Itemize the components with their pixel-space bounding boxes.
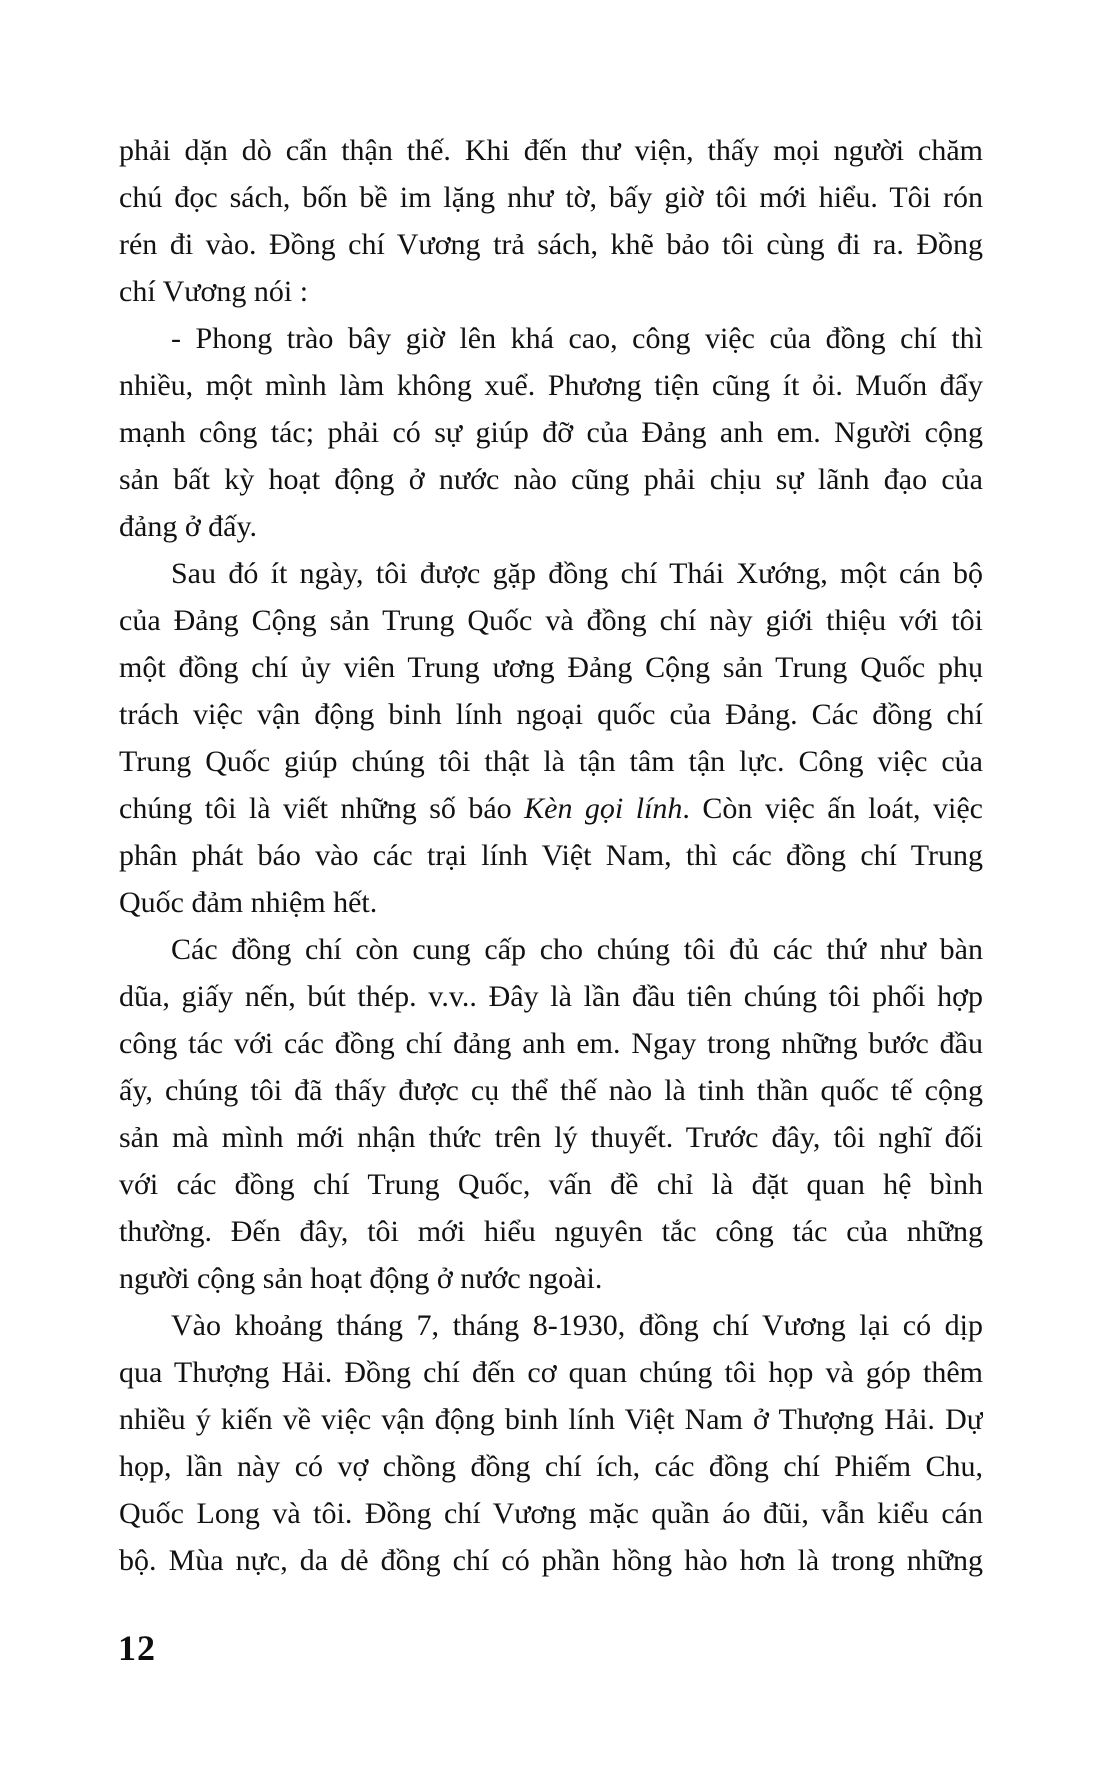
- text-line: [119, 879, 983, 926]
- text-segment: Quốc Long và tôi. Đồng chí Vương mặc quần áo đũi, vẫn kiểu cán: [119, 1497, 983, 1530]
- text-line: [119, 550, 983, 597]
- text-segment: ấy, chúng tôi đã thấy được cụ thể thế nào là tinh thần quốc tế cộng: [119, 1074, 983, 1107]
- text-segment: sản mà mình mới nhận thức trên lý thuyết. Trước đây, tôi nghĩ đối: [119, 1121, 983, 1154]
- text-line: [119, 503, 983, 550]
- text-line: [119, 1208, 983, 1255]
- text-segment: phải dặn dò cẩn thận thế. Khi đến thư viện, thấy mọi người chăm: [119, 134, 983, 167]
- text-segment: qua Thượng Hải. Đồng chí đến cơ quan chúng tôi họp và góp thêm: [119, 1356, 983, 1389]
- page-number: 12: [118, 1628, 156, 1668]
- text-segment: bộ. Mùa nực, da dẻ đồng chí có phần hồng hào hơn là trong những: [119, 1544, 983, 1577]
- text-segment: Sau đó ít ngày, tôi được gặp đồng chí Thái Xướng, một cán bộ: [171, 557, 983, 590]
- paragraph: [119, 550, 983, 926]
- text-segment: Vào khoảng tháng 7, tháng 8-1930, đồng chí Vương lại có dịp: [171, 1309, 983, 1342]
- text-segment: công tác với các đồng chí đảng anh em. Ngay trong những bước đầu: [119, 1027, 983, 1060]
- text-line: [119, 1020, 983, 1067]
- text-segment: nhiều ý kiến về việc vận động binh lính Việt Nam ở Thượng Hải. Dự: [119, 1403, 983, 1436]
- text-line: [119, 644, 983, 691]
- page-text: [119, 127, 983, 1584]
- text-segment: mạnh công tác; phải có sự giúp đỡ của Đảng anh em. Người cộng: [119, 416, 983, 449]
- text-segment: của Đảng Cộng sản Trung Quốc và đồng chí này giới thiệu với tôi: [119, 604, 983, 637]
- text-line: [119, 1114, 983, 1161]
- text-line: [119, 785, 983, 832]
- text-segment: đảng ở đấy.: [119, 510, 258, 543]
- text-line: [119, 1161, 983, 1208]
- text-segment: . Còn việc ấn loát, việc: [682, 792, 983, 825]
- text-segment: trách việc vận động binh lính ngoại quốc của Đảng. Các đồng chí: [119, 698, 983, 731]
- text-line: [119, 315, 983, 362]
- text-line: [119, 1067, 983, 1114]
- paragraph: [119, 926, 983, 1302]
- text-segment: - Phong trào bây giờ lên khá cao, công việc của đồng chí thì: [171, 322, 983, 355]
- text-line: [119, 268, 983, 315]
- text-segment: sản bất kỳ hoạt động ở nước nào cũng phải chịu sự lãnh đạo của: [119, 463, 983, 496]
- text-line: [119, 1302, 983, 1349]
- text-segment: với các đồng chí Trung Quốc, vấn đề chỉ là đặt quan hệ bình: [119, 1168, 983, 1201]
- text-line: [119, 1490, 983, 1537]
- text-line: [119, 738, 983, 785]
- paragraph: [119, 1302, 983, 1584]
- text-line: [119, 409, 983, 456]
- text-line: [119, 127, 983, 174]
- text-segment: chú đọc sách, bốn bề im lặng như tờ, bấy giờ tôi mới hiểu. Tôi rón: [119, 181, 983, 214]
- text-segment: một đồng chí ủy viên Trung ương Đảng Cộng sản Trung Quốc phụ: [119, 651, 983, 684]
- text-line: [119, 1349, 983, 1396]
- text-segment: chí Vương nói :: [119, 275, 309, 308]
- text-segment: chúng tôi là viết những số báo: [119, 792, 525, 825]
- text-segment: Các đồng chí còn cung cấp cho chúng tôi đủ các thứ như bàn: [171, 933, 983, 966]
- text-line: [119, 362, 983, 409]
- text-line: [119, 1537, 983, 1584]
- text-line: [119, 832, 983, 879]
- paragraph: [119, 315, 983, 550]
- text-segment: người cộng sản hoạt động ở nước ngoài.: [119, 1262, 603, 1295]
- text-segment: Trung Quốc giúp chúng tôi thật là tận tâm tận lực. Công việc của: [119, 745, 983, 778]
- italic-text: Kèn gọi lính: [524, 792, 683, 825]
- text-line: [119, 926, 983, 973]
- text-segment: phân phát báo vào các trại lính Việt Nam, thì các đồng chí Trung: [119, 839, 983, 872]
- text-line: [119, 221, 983, 268]
- text-line: [119, 1255, 983, 1302]
- text-segment: rén đi vào. Đồng chí Vương trả sách, khẽ bảo tôi cùng đi ra. Đồng: [119, 228, 983, 261]
- paragraph: [119, 127, 983, 315]
- text-line: [119, 691, 983, 738]
- text-segment: nhiều, một mình làm không xuể. Phương tiện cũng ít ỏi. Muốn đẩy: [119, 369, 983, 402]
- text-line: [119, 1396, 983, 1443]
- text-segment: Quốc đảm nhiệm hết.: [119, 886, 378, 919]
- text-segment: họp, lần này có vợ chồng đồng chí ích, các đồng chí Phiếm Chu,: [119, 1450, 983, 1483]
- text-line: [119, 174, 983, 221]
- text-line: [119, 973, 983, 1020]
- text-segment: thường. Đến đây, tôi mới hiểu nguyên tắc công tác của những: [119, 1215, 983, 1248]
- text-line: [119, 456, 983, 503]
- text-segment: dũa, giấy nến, bút thép. v.v.. Đây là lần đầu tiên chúng tôi phối hợp: [119, 980, 983, 1013]
- text-line: [119, 1443, 983, 1490]
- text-line: [119, 597, 983, 644]
